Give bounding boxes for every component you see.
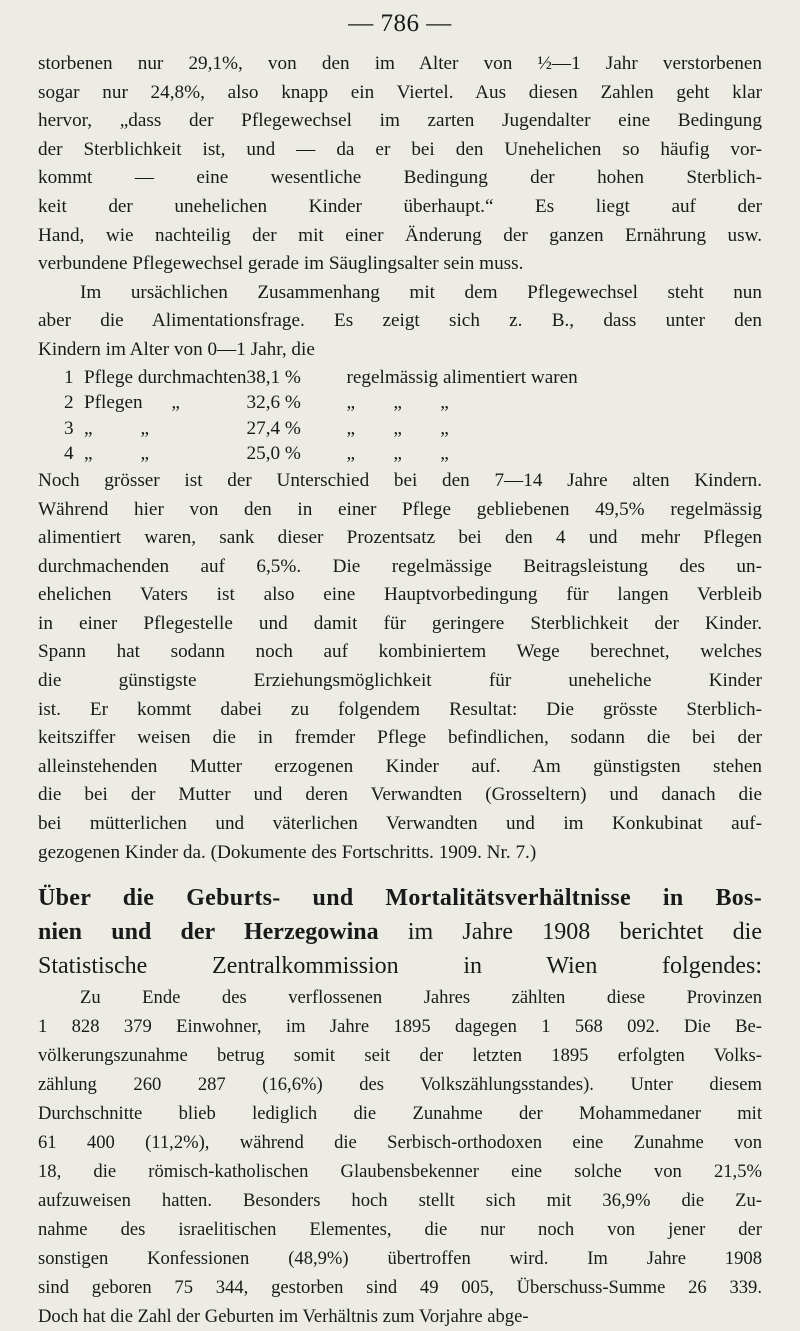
table-cell-value: 25,0 % [246,443,301,465]
table-cell-n: 1 [64,366,74,388]
table-cell-tail: „ „ „ [346,443,449,465]
para4-line: 18, die römisch-katholischen Glaubensbekenner eine solche von 21,5% [38,1161,762,1183]
heading-line-2-rest: im Jahre 1908 berichtet die [378,919,762,946]
para2-line: Im ursächlichen Zusammenhang mit dem Pflegewechsel steht nun [80,281,762,303]
para1-line: verbundene Pflegewechsel gerade im Säuglingsalter sein muss. [38,253,524,275]
para1-line: keit der unehelichen Kinder überhaupt.“ Es liegt auf der [38,195,762,217]
heading-line-3: Statistische Zentralkommission in Wien folgendes: [38,953,762,980]
table-row [64,416,578,442]
para4-line: zählung 260 287 (16,6%) des Volkszählungsstandes). Unter diesem [38,1074,762,1096]
table-cell-tail: „ „ „ [346,392,449,414]
paragraph-3 [38,467,762,867]
table-cell-n: 4 [64,443,74,465]
para3-line: die günstigste Erziehungsmöglichkeit für uneheliche Kinder [38,670,762,692]
para3-line: in einer Pflegestelle und damit für geringere Sterblichkeit der Kinder. [38,612,762,634]
para3-line: durchmachenden auf 6,5%. Die regelmässige Beitragsleistung des un- [38,555,762,577]
para4-line: Durchschnitte blieb lediglich die Zunahme der Mohammedaner mit [38,1103,762,1125]
table-cell-n: 2 [64,392,74,414]
table-cell-tail: regelmässig alimentiert waren [346,366,578,388]
heading-line-2 [38,915,762,949]
page-number: — 786 — [348,10,452,37]
para4-line: nahme des israelitischen Elementes, die nur noch von jener der [38,1219,762,1241]
para3-line: keitsziffer weisen die in fremder Pflege befindlichen, sodann die bei der [38,727,762,749]
para1-line: Hand, wie nachteilig der mit einer Änderung der ganzen Ernährung usw. [38,224,762,246]
table-row [64,390,578,416]
para1-line: kommt — eine wesentliche Bedingung der hohen Sterblich- [38,167,762,189]
paragraph-1 [38,50,762,279]
section-heading [38,881,762,983]
alimentation-table [64,365,578,467]
para3-line: Spann hat sodann noch auf kombiniertem Wege berechnet, welches [38,641,762,663]
para4-line: 1 828 379 Einwohner, im Jahre 1895 dagegen 1 568 092. Die Be- [38,1016,762,1038]
para3-line: alimentiert waren, sank dieser Prozentsatz bei den 4 und mehr Pflegen [38,527,762,549]
para3-line: die bei der Mutter und deren Verwandten (Grosseltern) und danach die [38,784,762,806]
para3-line: ehelichen Vaters ist also eine Hauptvorbedingung für langen Verbleib [38,584,762,606]
para3-line: bei mütterlichen und väterlichen Verwandten und im Konkubinat auf- [38,813,762,835]
table-cell-label: „ „ [84,443,150,465]
para2-line: aber die Alimentationsfrage. Es zeigt sich z. B., dass unter den [38,310,762,332]
paragraph-2 [38,279,762,365]
table-cell-tail: „ „ „ [346,417,449,439]
para3-line: Noch grösser ist der Unterschied bei den 7—14 Jahre alten Kindern. [38,469,762,491]
para1-line: storbenen nur 29,1%, von den im Alter von ½—1 Jahr verstorbenen [38,53,762,74]
paragraph-4 [38,983,762,1331]
para2-line: Kindern im Alter von 0—1 Jahr, die [38,338,315,360]
table-cell-value: 32,6 % [246,392,301,414]
para4-line: Doch hat die Zahl der Geburten im Verhältnis zum Vorjahre abge- [38,1306,529,1328]
para4-line: sind geboren 75 344, gestorben sind 49 005, Überschuss-Summe 26 339. [38,1277,762,1299]
para3-line: gezogenen Kinder da. (Dokumente des Fortschritts. 1909. Nr. 7.) [38,841,537,863]
heading-line-2-bold: nien und der Herzegowina [38,919,379,946]
table-row [64,441,578,467]
table-cell-label: „ „ [84,417,150,439]
para4-line: sonstigen Konfessionen (48,9%) übertroffen wird. Im Jahre 1908 [38,1248,762,1270]
para1-line: sogar nur 24,8%, also knapp ein Viertel. Aus diesen Zahlen geht klar [38,81,762,103]
para3-line: ist. Er kommt dabei zu folgendem Resultat: Die grösste Sterblich- [38,698,762,720]
para4-line: völkerungszunahme betrug somit seit der letzten 1895 erfolgten Volks- [38,1045,762,1067]
table-cell-label: Pflege durchmachten [84,366,247,388]
table-cell-label: Pflegen „ [84,392,180,414]
para1-line: hervor, „dass der Pflegewechsel im zarten Jugendalter eine Bedingung [38,110,762,132]
para1-line: der Sterblichkeit ist, und — da er bei den Unehelichen so häufig vor- [38,138,762,160]
para3-line: alleinstehenden Mutter erzogenen Kinder auf. Am günstigsten stehen [38,755,762,777]
para3-line: Während hier von den in einer Pflege gebliebenen 49,5% regelmässig [38,498,762,520]
table-cell-value: 38,1 % [246,366,301,388]
table-row [64,365,578,391]
para4-line: 61 400 (11,2%), während die Serbisch-orthodoxen eine Zunahme von [38,1132,762,1154]
para4-line: Zu Ende des verflossenen Jahres zählten diese Provinzen [80,987,762,1009]
table-cell-value: 27,4 % [246,417,301,439]
heading-line-1: Über die Geburts- und Mortalitätsverhältnisse in Bos- [38,885,762,912]
table-cell-n: 3 [64,417,74,439]
para4-line: aufzuweisen hatten. Besonders hoch stellt sich mit 36,9% die Zu- [38,1190,762,1212]
